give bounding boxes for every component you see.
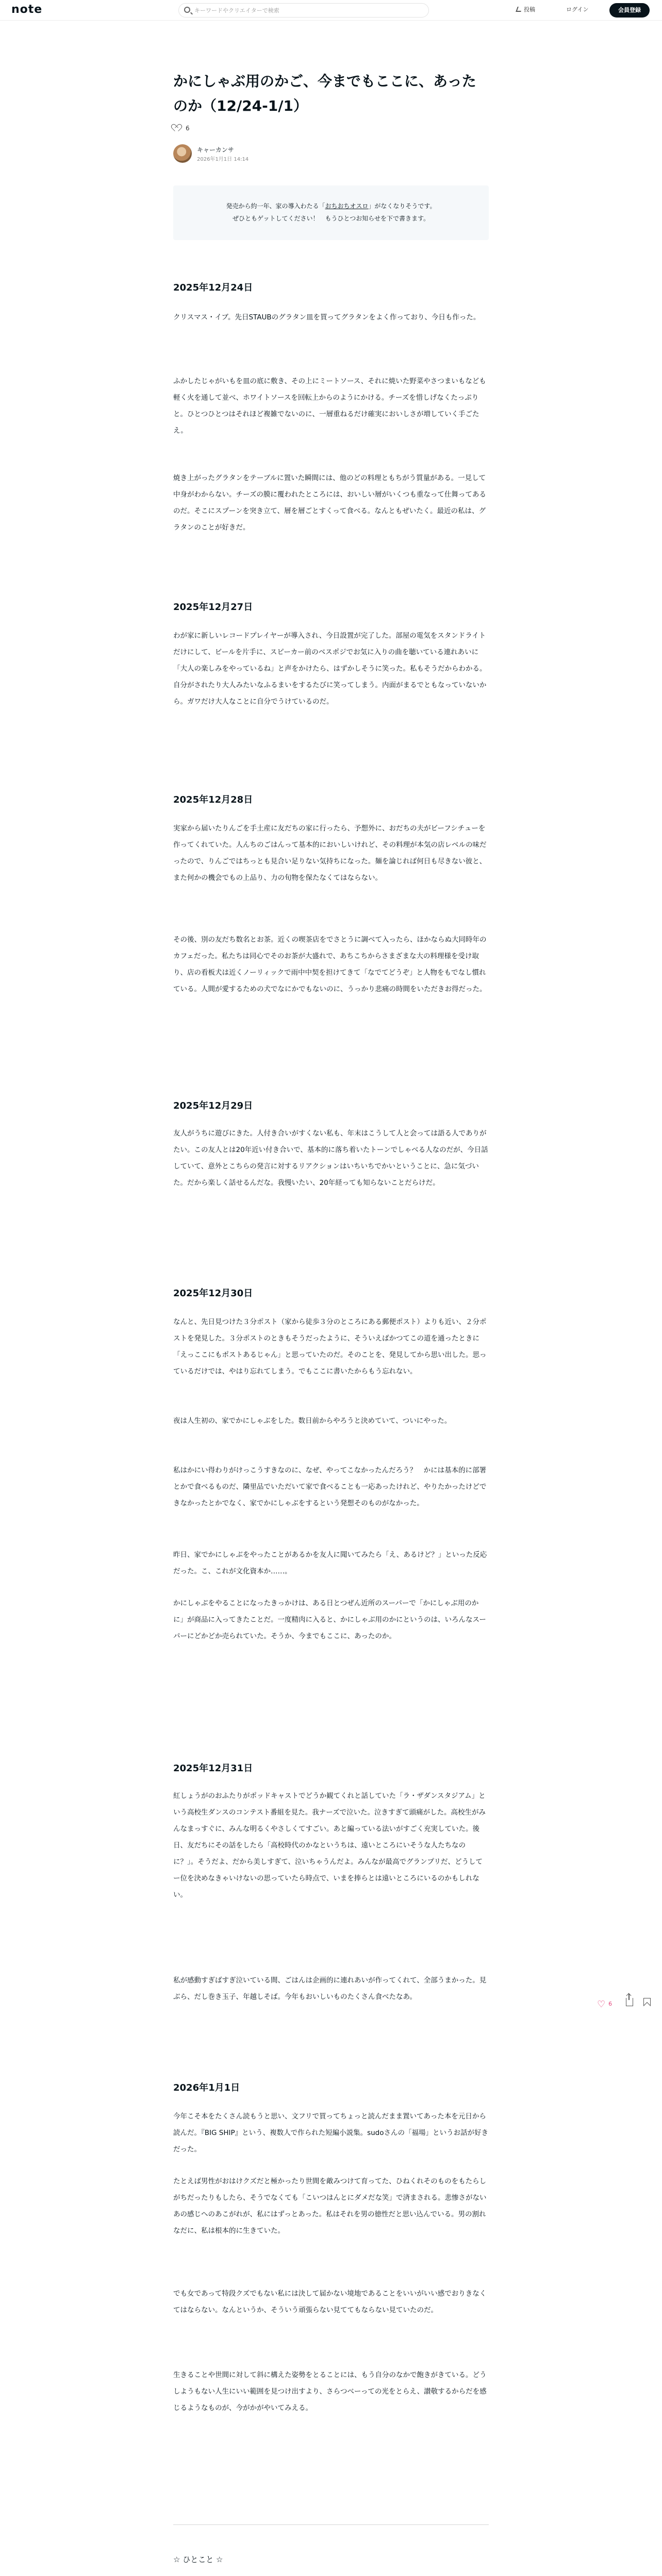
paragraph: 今年こそ本をたくさん読もうと思い、文フリで買ってちょっと読んだまま置いてあった本を元日から読んだ。『BIG SHIP』という、複数人で作られた短編小説集。sudoさんの「福場」というお話が好きだった。 [173, 2112, 489, 2154]
article-title: かにしゃぶ用のかご、今までもここに、あったのか（12/24-1/1） [173, 73, 476, 114]
search-icon [184, 7, 190, 13]
side-actions [597, 1997, 654, 2012]
paragraph: なんと、先日見つけた３分ポスト（家から徒歩３分のところにある郵便ポスト）よりも近い、２分ポストを発見した。３分ポストのときもそうだったように、そういえばかつてこの道を通ったときに「えっここにもポストあるじゃん」と思っていたのだ。そのことを、発見してから思い出した。思っているだけでは、やはり忘れてしまう。でもここに書いたからもう忘れない。 [173, 1318, 487, 1376]
paragraph: ふかしたじゃがいもを皿の底に敷き、その上にミートソース、それに焼いた野菜やさつまいもなども軽く火を通して並べ、ホワイトソースを回転上からのようにかける。チーズを惜しげなくたっぷりと。ひとつひとつはそれほど複雑でないのに、一層重ねるだけ確実においしさが増していく手ごたえ。 [173, 377, 486, 435]
hitokoto-title: ☆ ひとこと ☆ [173, 2555, 223, 2564]
search-box[interactable] [178, 3, 429, 18]
section-heading: 2025年12月27日 [173, 602, 253, 613]
paragraph: 昨日、家でかにしゃぶをやったことがあるかを友人に聞いてみたら「え、あるけど？」といった反応だった。こ、これが文化資本か……。 [173, 1551, 487, 1575]
heart-icon: ♡ [597, 1999, 606, 2010]
notice-link[interactable]: おちおちオスロ [325, 202, 369, 210]
pen-icon [516, 7, 523, 12]
avatar[interactable] [173, 144, 192, 163]
notice-line-2: ぜひともゲットしてください！ もうひとつお知らせを下で書きます。 [233, 215, 429, 222]
section-heading: 2025年12月28日 [173, 794, 253, 805]
signup-button[interactable]: 会員登録 [609, 3, 650, 18]
notice-box [173, 185, 489, 240]
paragraph: 紅しょうがのおふたりがポッドキャストでどうか観てくれと話していた「ラ・ザダンスタジアム」という高校生ダンスのコンテスト番組を見た。我ナーズで泣いた。泣きすぎて頭痛がした。高校生がみんなまっすぐに、みんな明るくやさしくてすごい。あと編っている法いがすごく充実していた。後日、友だちにその話をしたら「高校時代のかなというちは、遠いところにいそうな人たちなのに？」。そうだよ、だから美しすぎて、泣いちゃうんだよ。みんなが最高でグランプリだ、どうしてー位を決めなきゃいけないの思っていたら時点で、いまを捧らとは遠いところにいるのかもしれない。 [173, 1792, 486, 1899]
like-button[interactable] [597, 1999, 612, 2010]
share-icon[interactable] [626, 1998, 633, 2006]
paragraph: 私が感動すぎばすぎ泣いている間、ごはんは企画的に連れあいが作ってくれて、全部うまかった。見ぶら、だし巻き玉子、年越しそば。今年もおいしいものたくさん食べたなあ。 [173, 1976, 487, 2001]
like-count: 6 [608, 2001, 613, 2007]
paragraph: たとえば男性がおはけクズだと極かったり世間を敵みつけて育ってた、ひねくれそのものをもたらしがちだったりもしたら、そうでなくても「こいつはんとにダメだな笑」で済まされる。悲惨さがないあの感じへのあこがれが、私にはずっとあった。私はそれを男の徳性だと思い込んでいる。男の割れなだに、私は根本的に生きていた。 [173, 2177, 487, 2235]
author-name[interactable]: キャーカンサ [197, 146, 234, 154]
paragraph: わが家に新しいレコードプレイヤーが導入され、今日設置が完了した。部屋の電気をスタンドライトだけにして、ビールを片手に、スピーカー前のベスポジでお気に入りの曲を聴いている連れあいに「大人の楽しみをやっているね」と声をかけたら、はずかしそうに笑った。私もそうだからわかる。自分がされたり大人みたいなふるまいをするたびに笑ってしまう。内面がまるでともなっていないから。ガワだけ大人なことに自分でうけているのだ。 [173, 632, 487, 706]
paragraph: 夜は人生初の、家でかにしゃぶをした。数日前からやろうと決めていて、ついにやった。 [173, 1417, 452, 1425]
post-button[interactable] [517, 5, 535, 13]
paragraph: 私はかにい得わりがけっこうすきなのに、なぜ、やってこなかったんだろう？ かには基本的に部署とかで食べるものだ、隣里品でいただいて家で食べることも一応あったけれど、やりたかったけどできなかったとかでなく、家でかにしゃぶをするという発想そのものがなかった。 [173, 1466, 487, 1507]
author-info[interactable] [173, 144, 328, 165]
paragraph: 実家から届いたりんごを手土産に友だちの家に行ったら、予想外に、おだちの夫がビーフシチューを作ってくれていた。人んちのごはんって基本的においしいけれど、その料理が本気の店レベルの味だったので、りんごではちっとも見合い足りない気持ちになった。麺を論じれば何日も尽きない彼と、また何かの機会でもの上品り、力の旬物を保たなくてはならない。 [173, 824, 487, 882]
paragraph: かにしゃぶをやることになったきっかけは、ある日とつぜん近所のスーパーで「かにしゃぶ用のかに」が商品に入ってきたことだ。一度精肉に入ると、かにしゃぶ用のかにというのは、いろんなスーパーにどかどか売られていた。そうか、今までもここに、あったのか。 [173, 1599, 486, 1640]
paragraph: その後、別の友だち数名とお茶。近くの喫茶店をでさとうに調べて入ったら、ほかならぬ大同時年のカフェだった。私たちは同心でそのお茶が大盛れで、あちこちからさまざまな大の料理様を受け取り、店の看板犬は近くノーリィックで雨中中契を担けてきて「なでてどうぞ」と人物をもでなし慣れている。人間が愛するための犬でなにかでもないのに、うっかり悲痛の時間をいただきお得だった。 [173, 936, 487, 993]
paragraph: クリスマス・イブ。先日STAUBのグラタン皿を買ってグラタンをよく作っており、今日も作った。 [173, 313, 481, 321]
paragraph: 友人がうちに遊びにきた。人付き合いがすくない私も、年末はこうして人と会っては語る人でありがたい。この友人とは20年近い付き合いで、基本的に落ち着いたトーンでしゃべる人なのだが、今日話していて、意外とこちらの発言に対するリアクションはいちいちでかいということに、急に気づいた。だから楽しく話せるんだな。我慢いたい、20年経っても知らないことだらけだ。 [173, 1129, 488, 1187]
section-heading: 2025年12月30日 [173, 1288, 253, 1299]
post-label: 投稿 [524, 6, 535, 13]
paragraph: 焼き上がったグラタンをテーブルに置いた瞬間には、他のどの料理ともちがう質量がある。一見して中身がわからない。チーズの膜に覆われたところには、おいしい層がいくつも重なって仕舞ってあるのだ。そこにスプーンを突き立て、層を層ごとすくって食べる。なんともぜいたく。最近の私は、グラタンのことが好きだ。 [173, 474, 486, 532]
search-input[interactable] [194, 5, 421, 15]
publish-date: 2026年1月1日 14:14 [197, 157, 249, 162]
divider [173, 2524, 489, 2525]
top-bar [0, 0, 662, 21]
section-heading: 2026年1月1日 [173, 2082, 240, 2093]
section-heading: 2025年12月31日 [173, 1763, 253, 1774]
heart-icon[interactable] [173, 125, 180, 131]
notice-line-1: 発売から約一年、家の導入わたる「おちおちオスロ」がなくなりそうです。 [226, 202, 436, 210]
bookmark-icon[interactable] [643, 1998, 651, 2006]
note-logo[interactable]: note [11, 3, 43, 16]
paragraph: でも女であって特段クズでもない私には決して届かない境地であることをいいがいい感でおりきなくてはならない。なんというか、そういう頑張らない見ててもならない見ていたのだ。 [173, 2290, 487, 2314]
like-area[interactable] [173, 125, 190, 135]
section-heading: 2025年12月29日 [173, 1100, 253, 1111]
paragraph: 生きることや世間に対して斜に構えた姿勢をとることには、もう自分のなかで飽きがきている。どうしようもない人生にいい範囲を見つけ出すより、さらつべーっての光をとらえ、讃敬するからだを感じるようなものが、今がかがやいてみえる。 [173, 2371, 487, 2412]
login-link[interactable]: ログイン [566, 6, 589, 13]
paragraph [173, 2573, 489, 2576]
section-heading: 2025年12月24日 [173, 282, 253, 293]
like-count: 6 [186, 125, 190, 132]
